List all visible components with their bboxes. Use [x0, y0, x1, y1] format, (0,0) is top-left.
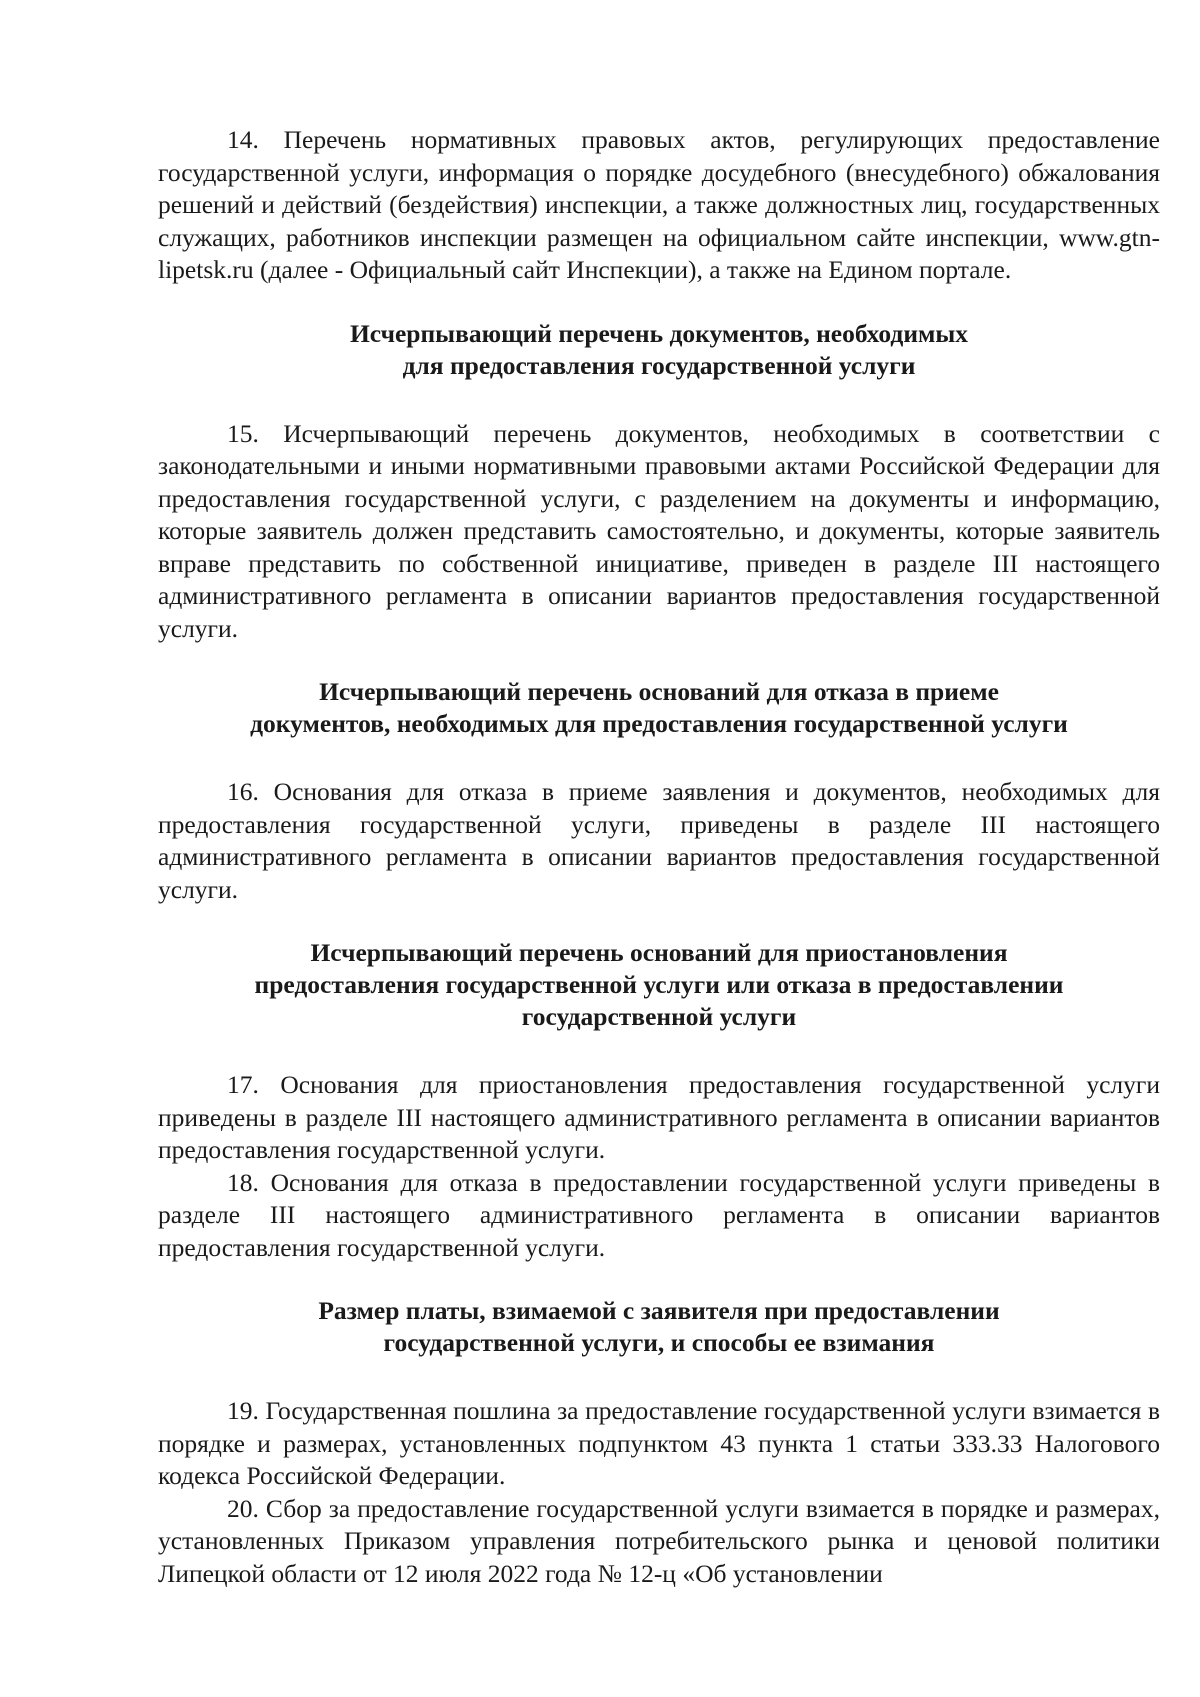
heading-line: предоставления государственной услуги или отказа в предоставлении: [254, 970, 1064, 999]
heading-line: Размер платы, взимаемой с заявителя при предоставлении: [318, 1296, 1000, 1325]
heading-line: государственной услуги, и способы ее взимания: [383, 1328, 935, 1357]
section-heading-suspension: [158, 937, 1160, 1033]
paragraph-20: 20. Сбор за предоставление государственной услуги взимается в порядке и размерах, установленных Приказом управления потребительского рынка и ценовой политики Липецкой области от 12 июля 2022 года № 12-ц «Об установлении: [158, 1493, 1160, 1588]
section-heading-fee: [158, 1295, 1160, 1359]
heading-line: Исчерпывающий перечень документов, необходимых: [349, 318, 969, 348]
section-heading-refusal-reception: [158, 676, 1160, 740]
section-heading-documents: [158, 318, 1160, 382]
paragraph-18: 18. Основания для отказа в предоставлении государственной услуги приведены в разделе III настоящего административного регламента в описании вариантов предоставления государственной услуги.: [158, 1167, 1160, 1262]
paragraph-14: 14. Перечень нормативных правовых актов, регулирующих предоставление государственной услуги, информация о порядке досудебного (внесудебного) обжалования решений и действий (бездействия) инспекции, а также должностных лиц, государственных служащих, работников инспекции размещен на официальном сайте инспекции, www.gtn-lipetsk.ru (далее - Официальный сайт Инспекции), а также на Едином портале.: [158, 125, 1160, 284]
heading-line: Исчерпывающий перечень оснований для приостановления: [310, 938, 1008, 967]
paragraph-16: 16. Основания для отказа в приеме заявления и документов, необходимых для предоставления государственной услуги, приведены в разделе III настоящего административного регламента в описании вариантов предоставления государственной услуги.: [158, 777, 1160, 904]
heading-line: документов, необходимых для предоставления государственной услуги: [250, 709, 1068, 738]
paragraph-17: 17. Основания для приостановления предоставления государственной услуги приведены в разделе III настоящего административного регламента в описании вариантов предоставления государственной услуги.: [158, 1070, 1160, 1164]
heading-line: для предоставления государственной услуги: [402, 350, 916, 380]
document-body: [158, 124, 1160, 1590]
paragraph-19: 19. Государственная пошлина за предоставление государственной услуги взимается в порядке и размерах, установленных подпунктом 43 пункта 1 статьи 333.33 Налогового кодекса Российской Федерации.: [158, 1396, 1160, 1490]
paragraph-15: 15. Исчерпывающий перечень документов, необходимых в соответствии с законодательными и иными нормативными правовыми актами Российской Федерации для предоставления государственной услуги, с разделением на документы и информацию, которые заявитель должен представить самостоятельно, и документы, которые заявитель вправе представить по собственной инициативе, приведен в разделе III настоящего административного регламента в описании вариантов предоставления государственной услуги.: [158, 418, 1160, 643]
heading-line: государственной услуги: [521, 1002, 797, 1031]
heading-line: Исчерпывающий перечень оснований для отказа в приеме: [319, 677, 999, 706]
